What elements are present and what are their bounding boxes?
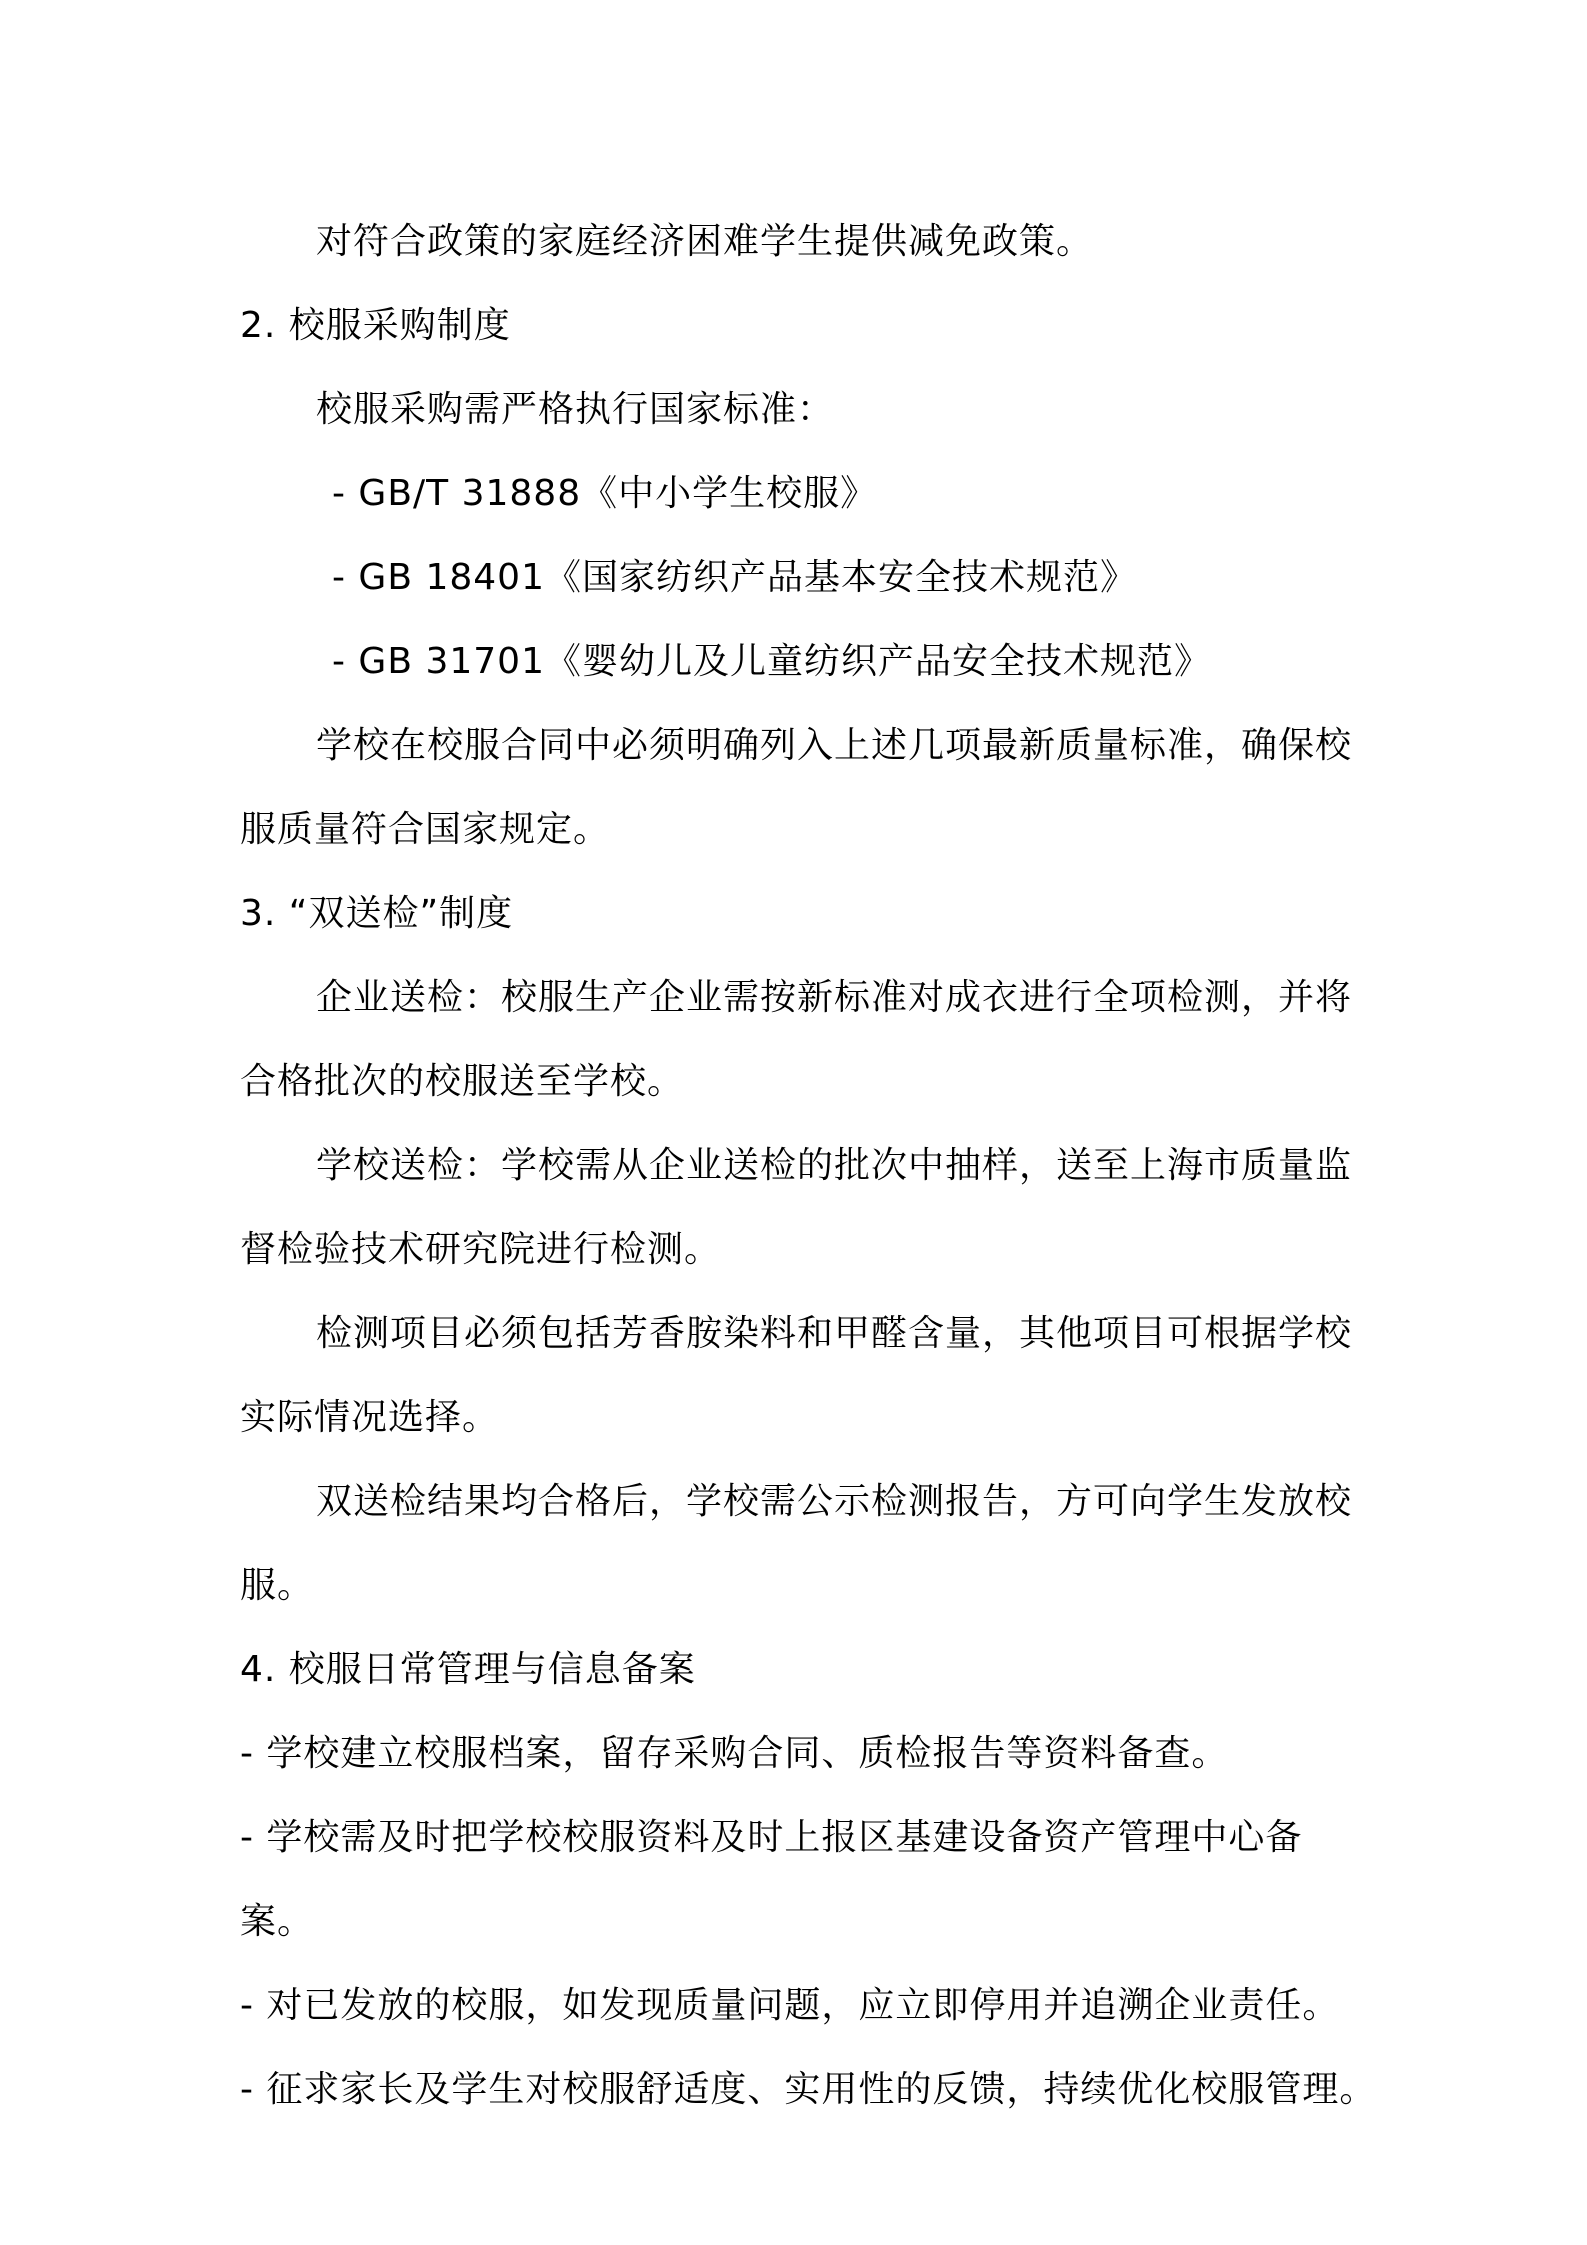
section-3-heading: 3. “双送检”制度 (240, 893, 514, 934)
standard-item: - GB 18401《国家纺织产品基本安全技术规范》 (332, 557, 1137, 598)
section-2-heading: 2. 校服采购制度 (240, 305, 511, 346)
management-bullet: - 征求家长及学生对校服舒适度、实用性的反馈，持续优化校服管理。 (240, 2069, 1377, 2110)
school-inspection-line: 学校送检：学校需从企业送检的批次中抽样，送至上海市质量监 (316, 1145, 1353, 1186)
school-inspection-line: 督检验技术研究院进行检测。 (240, 1229, 722, 1270)
management-bullet: - 学校建立校服档案，留存采购合同、质检报告等资料备查。 (240, 1733, 1229, 1774)
inspection-items-line: 实际情况选择。 (240, 1397, 500, 1438)
inspection-result-line: 双送检结果均合格后，学校需公示检测报告，方可向学生发放校 (316, 1481, 1353, 1522)
standard-item: - GB/T 31888《中小学生校服》 (332, 473, 878, 514)
section-2-paragraph-line: 学校在校服合同中必须明确列入上述几项最新质量标准，确保校 (316, 725, 1353, 766)
section-4-heading: 4. 校服日常管理与信息备案 (240, 1649, 696, 1690)
management-bullet-continuation: 案。 (240, 1901, 315, 1942)
section-2-paragraph-line: 服质量符合国家规定。 (240, 809, 611, 850)
management-bullet: - 对已发放的校服，如发现质量问题，应立即停用并追溯企业责任。 (240, 1985, 1340, 2026)
standard-item: - GB 31701《婴幼儿及儿童纺织产品安全技术规范》 (332, 641, 1211, 682)
section-2-lead: 校服采购需严格执行国家标准： (316, 389, 835, 430)
enterprise-inspection-line: 合格批次的校服送至学校。 (240, 1061, 685, 1102)
inspection-items-line: 检测项目必须包括芳香胺染料和甲醛含量，其他项目可根据学校 (316, 1313, 1353, 1354)
management-bullet: - 学校需及时把学校校服资料及时上报区基建设备资产管理中心备 (240, 1817, 1303, 1858)
enterprise-inspection-line: 企业送检：校服生产企业需按新标准对成衣进行全项检测，并将 (316, 977, 1353, 1018)
inspection-result-line: 服。 (240, 1565, 315, 1606)
document-body (240, 200, 1377, 2132)
intro-paragraph: 对符合政策的家庭经济困难学生提供减免政策。 (316, 221, 1094, 262)
